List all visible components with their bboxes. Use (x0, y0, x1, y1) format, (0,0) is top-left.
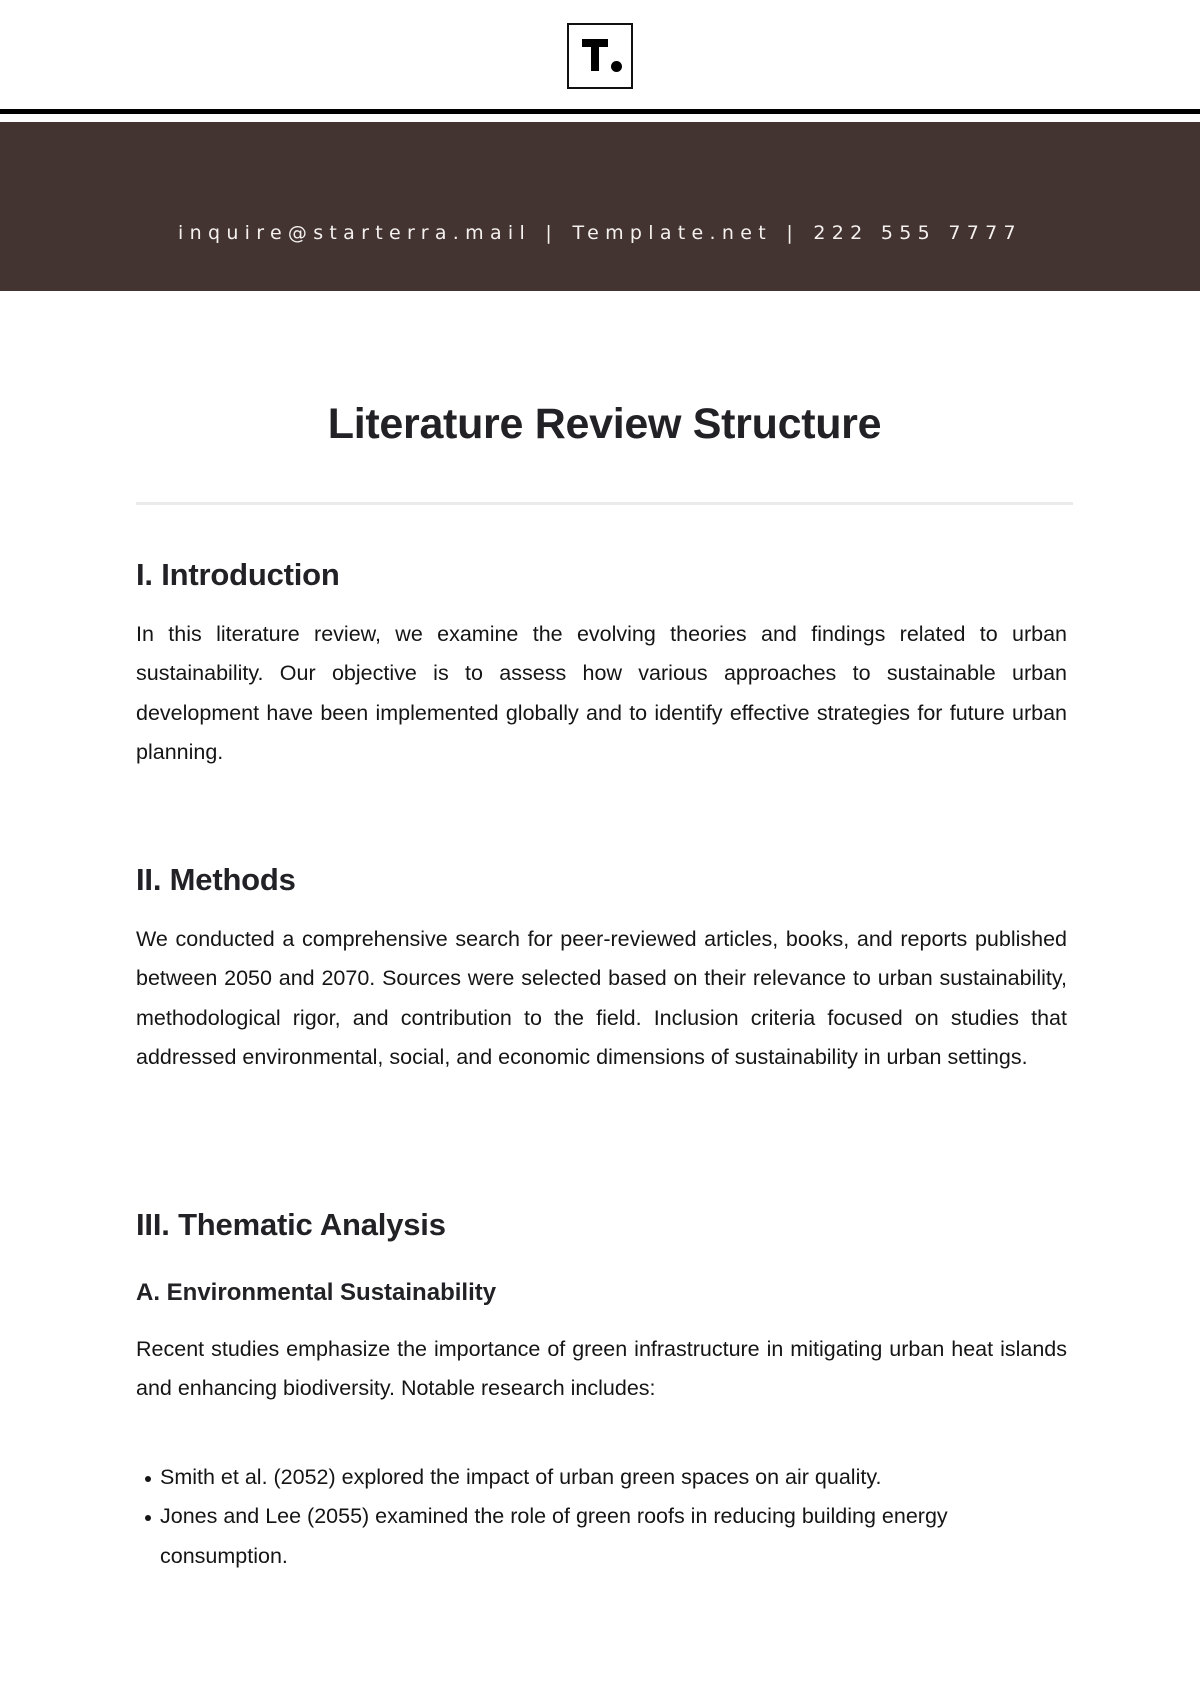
subsection-heading-environmental: A. Environmental Sustainability (136, 1279, 497, 1306)
methods-paragraph: We conducted a comprehensive search for peer-reviewed articles, books, and reports published between 2050 and 2070. Sources were selected based on their relevance to urban sustainability, methodological rigor, and contribution to the field. Inclusion criteria focused on studies that addressed environmental, social, and economic dimensions of sustainability in urban settings. (136, 927, 1067, 1069)
template-logo-icon (567, 23, 633, 89)
contact-line (0, 222, 1200, 244)
contact-separator: | (786, 222, 800, 244)
logo-letter-t (582, 39, 608, 71)
list-item-text: Jones and Lee (2055) examined the role of green roofs in reducing building energy consumption. (160, 1504, 948, 1568)
header-divider (0, 109, 1200, 114)
list-item-text: Smith et al. (2052) explored the impact of urban green spaces on air quality. (160, 1465, 882, 1489)
section-heading-introduction: I. Introduction (136, 557, 340, 592)
document-title: Literature Review Structure (327, 400, 882, 448)
contact-website[interactable]: Template.net (572, 222, 772, 244)
section-heading-thematic-analysis: III. Thematic Analysis (136, 1207, 446, 1242)
bullet-icon (145, 1515, 151, 1521)
contact-separator: | (545, 222, 559, 244)
contact-email[interactable]: inquire@starterra.mail (178, 222, 532, 244)
research-bullet-list (136, 1458, 1067, 1576)
contact-phone: 222 555 7777 (813, 222, 1022, 244)
environmental-paragraph: Recent studies emphasize the importance of green infrastructure in mitigating urban heat islands and enhancing biodiversity. Notable research includes: (136, 1337, 1067, 1401)
list-item (136, 1497, 1067, 1576)
bullet-icon (145, 1476, 151, 1482)
list-item (136, 1458, 1067, 1497)
title-divider (136, 502, 1073, 505)
introduction-paragraph: In this literature review, we examine the evolving theories and findings related to urban sustainability. Our objective is to assess how various approaches to sustainable urban development have been implemented globally and to identify effective strategies for future urban planning. (136, 622, 1067, 764)
contact-band (0, 122, 1200, 291)
logo-dot (611, 61, 622, 72)
logo-header (0, 0, 1200, 108)
section-heading-methods: II. Methods (136, 862, 296, 897)
